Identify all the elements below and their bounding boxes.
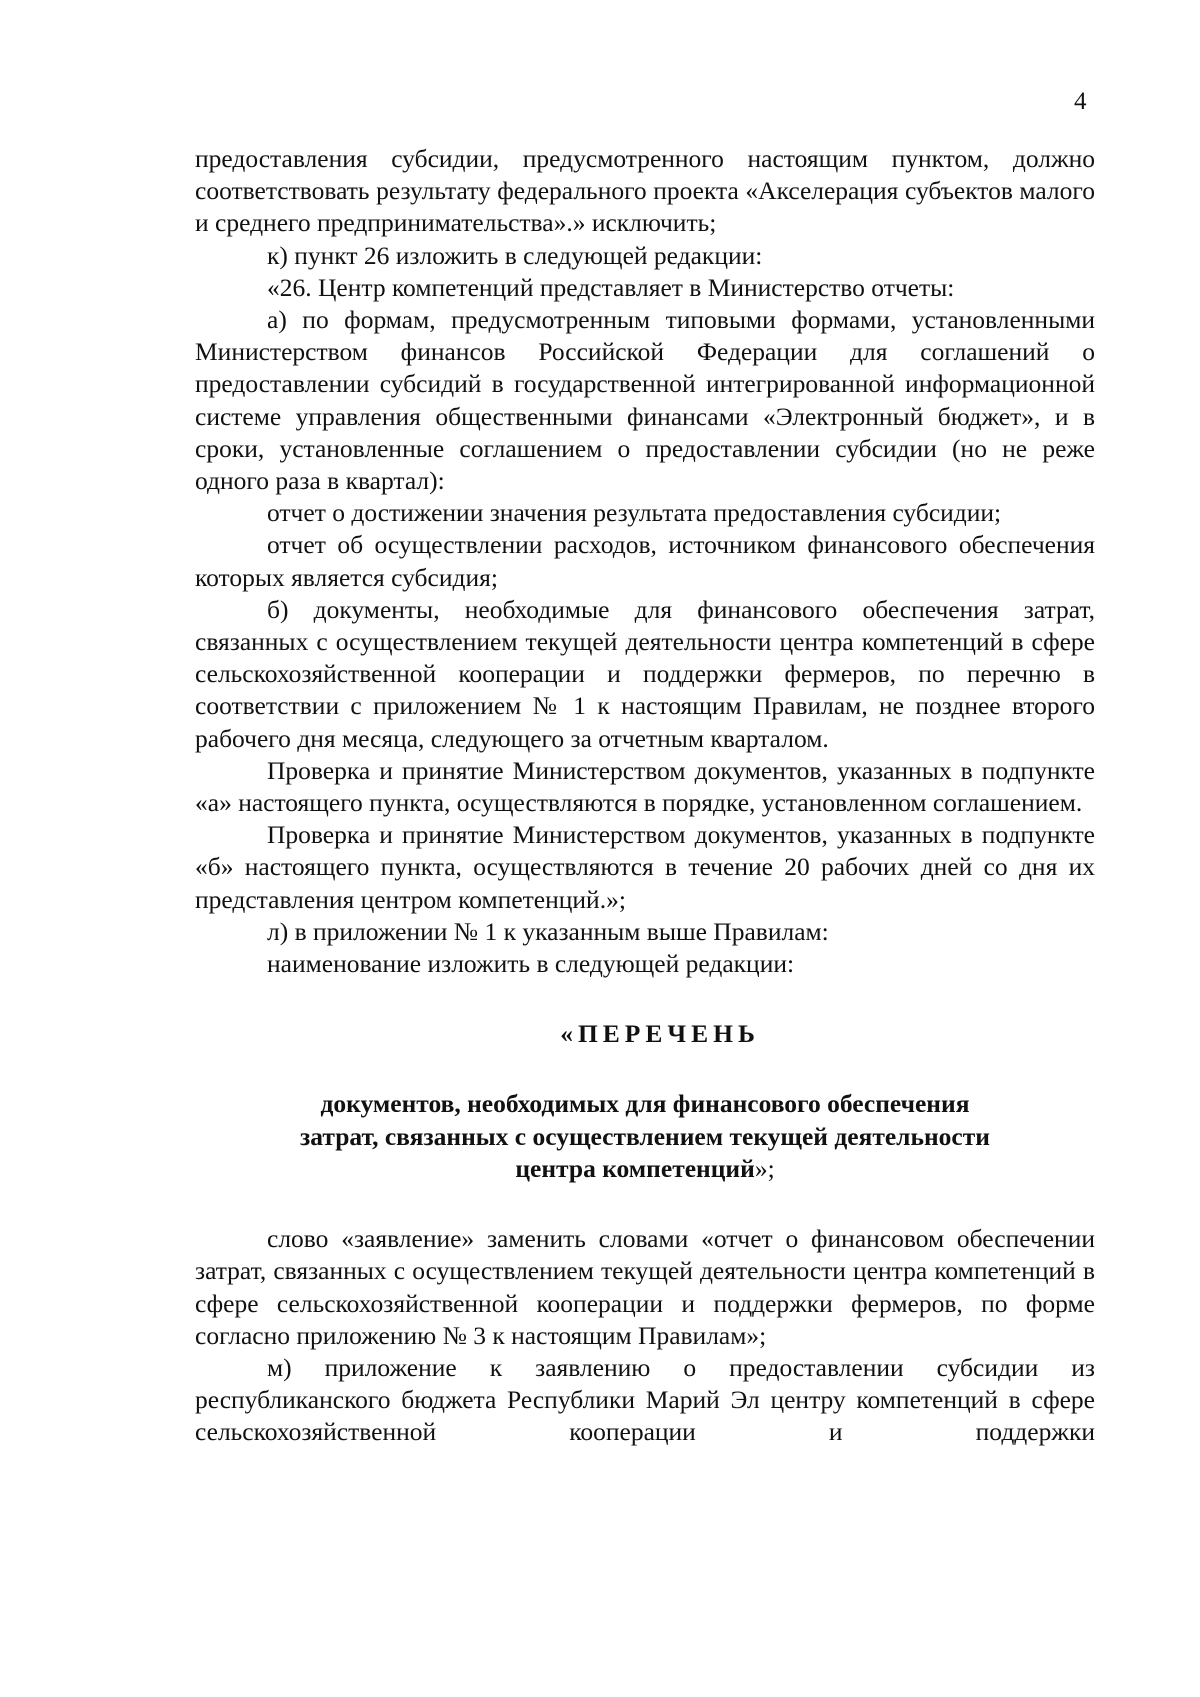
paragraph-item-l: л) в приложении № 1 к указанным выше Правилам:	[267, 916, 829, 946]
heading-subtitle-line: центра компетенций	[515, 1153, 755, 1183]
paragraph-name-change: наименование изложить в следующей редакции:	[267, 949, 795, 979]
paragraph-point-26: «26. Центр компетенций представляет в Министерство отчеты:	[267, 272, 955, 302]
paragraph-subitem-b: б) документы, необходимые для финансового обеспечения затрат, связанных с осуществлением текущей деятельности центра компетенций в сфере сельскохозяйственной кооперации и поддержки фермеров, по перечню в соответствии с приложением № 1 к настоящим Правилам, не позднее второго рабочего дня месяца, следующего за отчетным кварталом.	[195, 594, 1095, 753]
heading-perechen	[195, 1018, 1095, 1050]
paragraph-item-m: м) приложение к заявлению о предоставлении субсидии из республиканского бюджета Республики Марий Эл центру компетенций в сфере сельскохозяйственной кооперации и поддержки	[195, 1352, 1095, 1447]
paragraph-report-expenses: отчет об осуществлении расходов, источником финансового обеспечения которых является субсидия;	[195, 530, 1095, 592]
heading-closing-quote: »;	[754, 1153, 775, 1183]
paragraph-report-result: отчет о достижении значения результата предоставления субсидии;	[267, 498, 1002, 528]
paragraph-continuation: предоставления субсидии, предусмотренного настоящим пунктом, должно соответствовать результату федерального проекта «Акселерация субъектов малого и среднего предпринимательства».» исключить;	[195, 144, 1095, 238]
heading-subtitle	[195, 1088, 1095, 1185]
heading-main-word: ПЕРЕЧЕНЬ	[577, 1019, 760, 1049]
paragraph-word-replace: слово «заявление» заменить словами «отчет о финансовом обеспечении затрат, связанных с осуществлением текущей деятельности центра компетенций в сфере сельскохозяйственной кооперации и поддержки фермеров, по форме согласно приложению № 3 к настоящим Правилам»;	[195, 1224, 1095, 1350]
heading-open-quote: «	[560, 1019, 578, 1049]
heading-subtitle-line: документов, необходимых для финансового обеспечения	[320, 1089, 970, 1119]
paragraph-check-b: Проверка и принятие Министерством документов, указанных в подпункте «б» настоящего пункта, осуществляются в течение 20 рабочих дней со дня их представления центром компетенций.»;	[195, 820, 1095, 914]
paragraph-subitem-a: а) по формам, предусмотренным типовыми формами, установленными Министерством финансов Российской Федерации для соглашений о предоставлении субсидий в государственной интегрированной информационной системе управления общественными финансами «Электронный бюджет», и в сроки, установленные соглашением о предоставлении субсидии (но не реже одного раза в квартал):	[195, 305, 1095, 496]
paragraph-item-k: к) пункт 26 изложить в следующей редакции:	[267, 240, 763, 270]
page-number: 4	[1074, 88, 1087, 115]
paragraph-check-a: Проверка и принятие Министерством документов, указанных в подпункте «а» настоящего пункта, осуществляются в порядке, установленном соглашением.	[195, 755, 1095, 818]
heading-subtitle-line: затрат, связанных с осуществлением текущей деятельности	[300, 1121, 990, 1151]
document-body	[195, 143, 1095, 1449]
